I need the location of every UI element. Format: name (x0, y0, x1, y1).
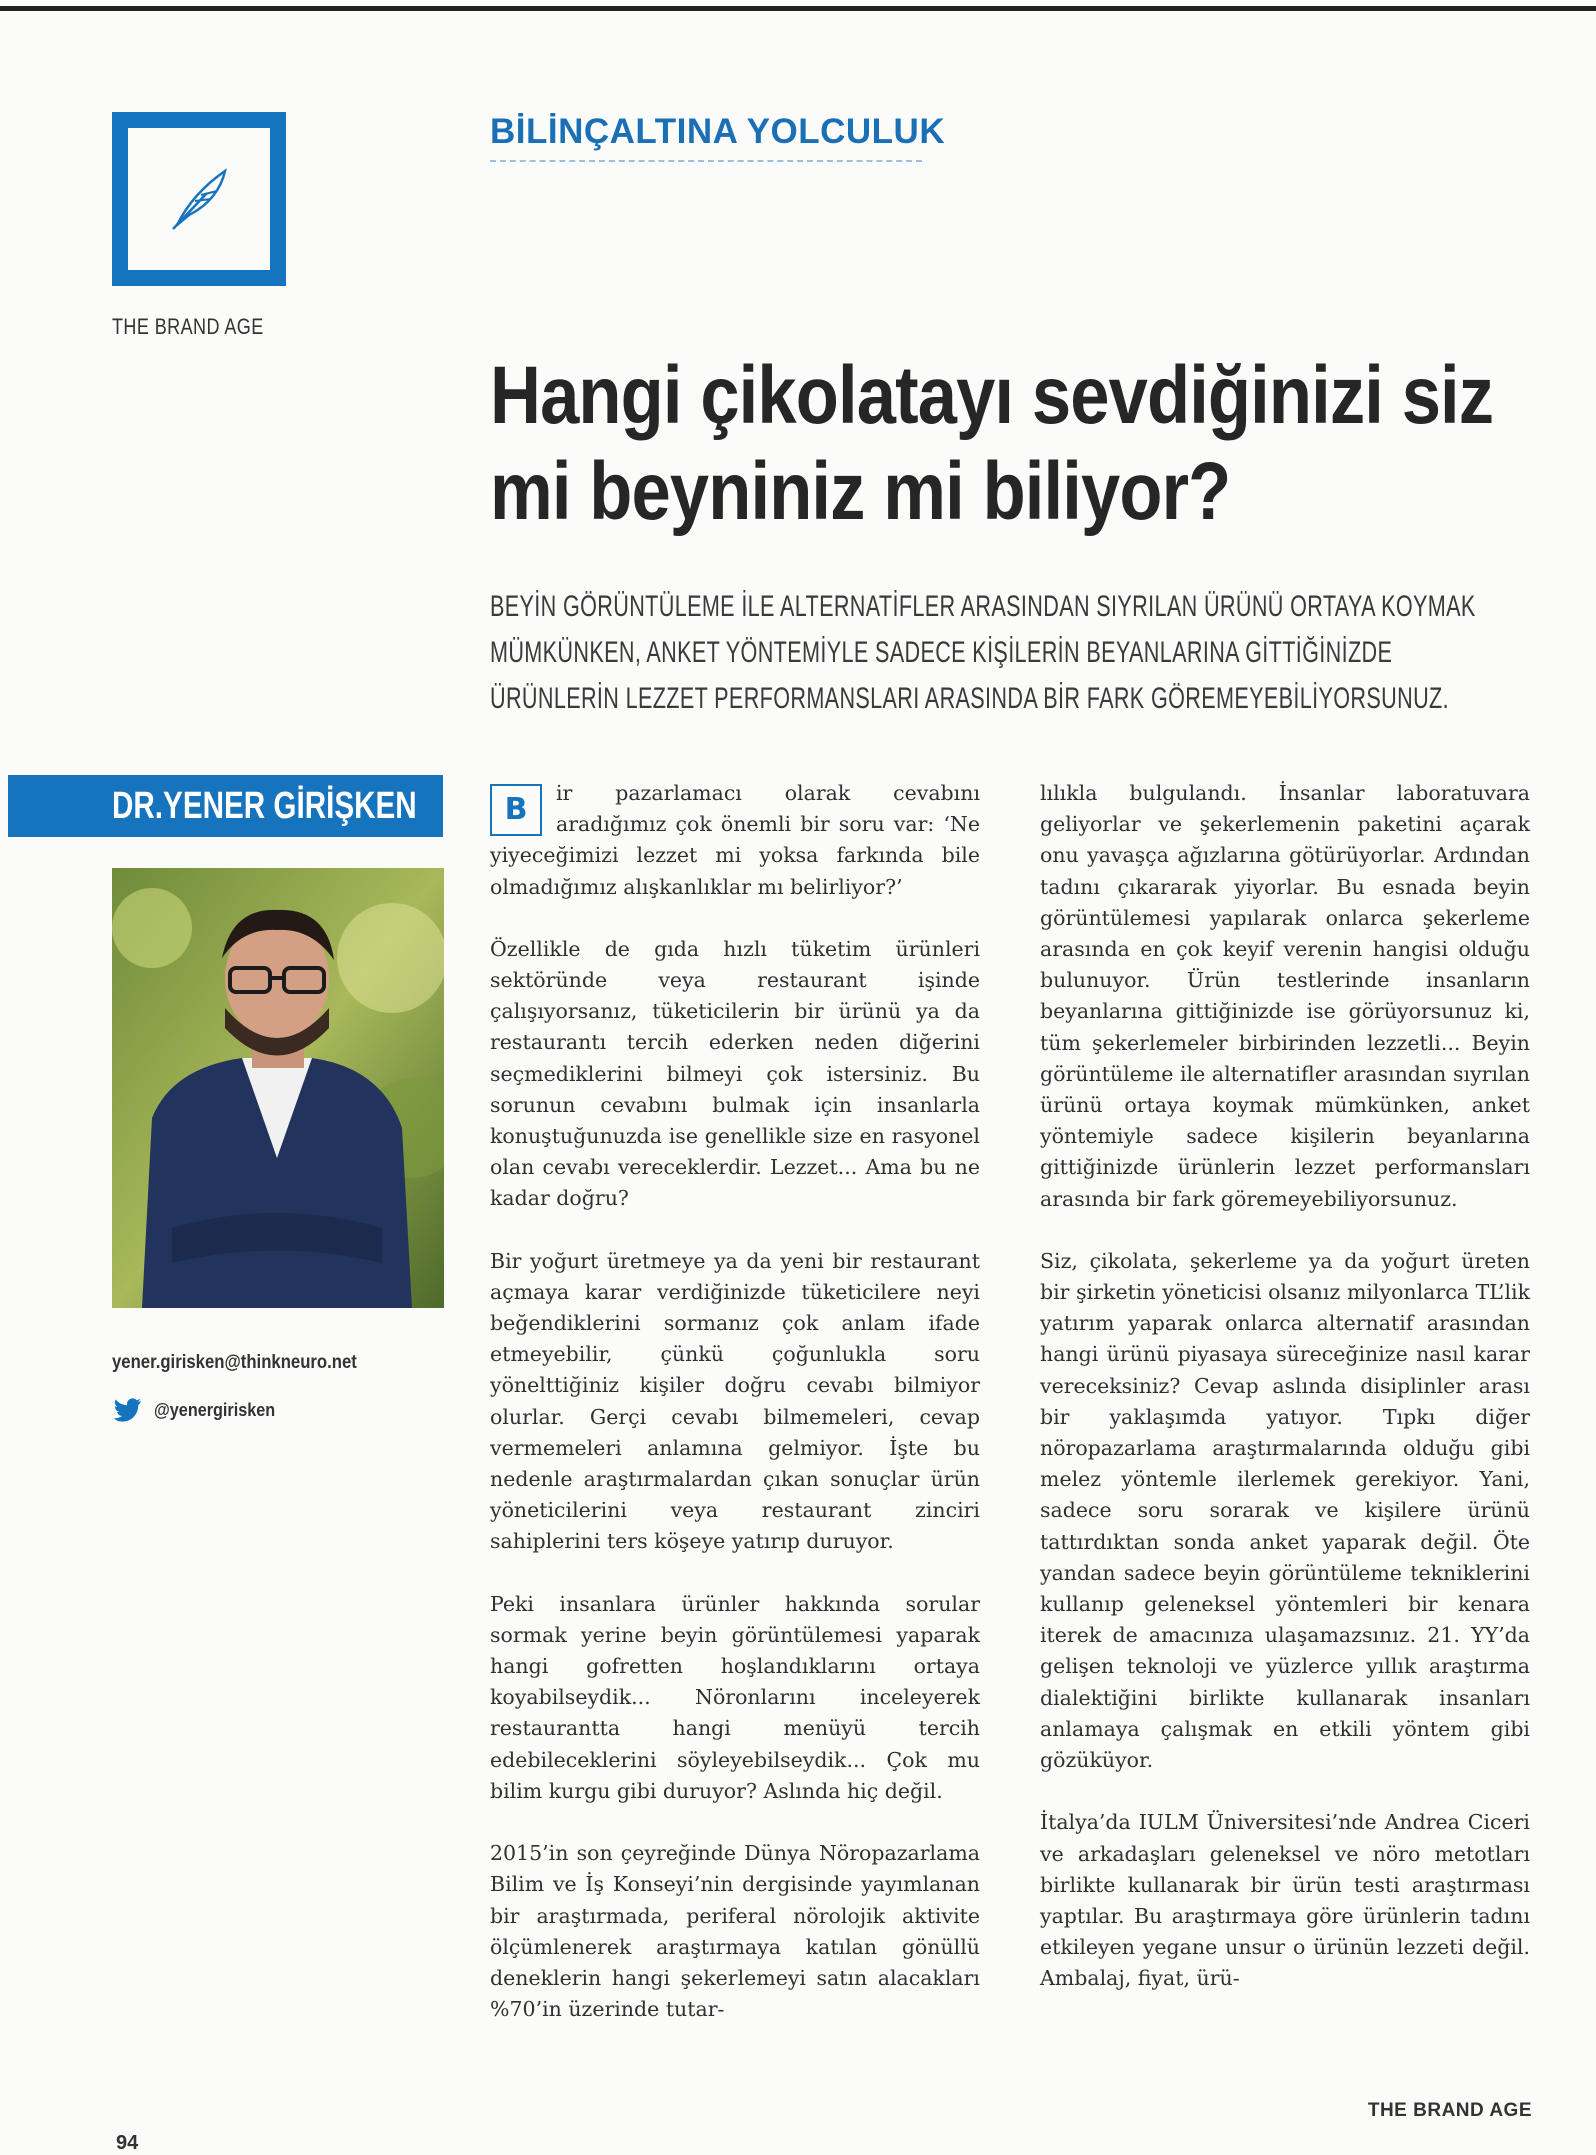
author-name-bar (8, 775, 443, 837)
top-rule (0, 6, 1596, 11)
article-column-2 (1040, 778, 1530, 2026)
section-title: BİLİNÇALTINA YOLCULUK (490, 112, 946, 151)
subhead-line: ÜRÜNLERİN LEZZET PERFORMANSLARI ARASINDA BİR FARK GÖREMEYEBİLİYORSUNUZ. (490, 682, 1449, 715)
subhead-line: MÜMKÜNKEN, ANKET YÖNTEMİYLE SADECE KİŞİLERİN BEYANLARINA GİTTİĞİNİZDE (490, 636, 1393, 669)
footer-brand: THE BRAND AGE (1367, 2100, 1532, 2121)
headline (490, 348, 1531, 540)
section-underline (490, 160, 922, 162)
paragraph: Peki insanlara ürünler hakkında sorular sormak yerine beyin görüntülemesi yaparak hangi gofretten hoşlandıklarını ortaya koyabilseydik... Nöronlarını inceleyerek restaurantta hangi menüyü tercih edebileceklerini söyleyebilseydik... Çok mu bilim kurgu gibi duruyor? Aslında hiç değil. (490, 1591, 980, 1803)
headline-line: Hangi çikolatayı sevdiğinizi siz (490, 350, 1494, 441)
paragraph (490, 778, 980, 903)
twitter-row[interactable] (114, 1398, 289, 1422)
paragraph: Özellikle de gıda hızlı tüketim ürünleri sektöründe veya restaurant işinde çalışıyorsanız, tüketicilerin bir ürünü ya da restaurantı tercih ederken neden diğerini seçmediklerini bilmeyi çok istersiniz. Bu sorunun cevabını bulmak için insanlarla konuştuğunuzda ise genellikle size en rasyonel olan cevabı vereceklerdir. Lezzet... Ama bu ne kadar doğru? (490, 936, 980, 1211)
paragraph: Bir yoğurt üretmeye ya da yeni bir restaurant açmaya karar verdiğinizde tüketicilere neyi beğendiklerini sormanız çok anlam ifade etmeyebilir, çünkü çoğunlukla soru yönelttiğiniz kişiler doğru cevabı bilmiyor olurlar. Gerçi cevabı bilmemeleri, cevap vermemeleri anlamına gelmiyor. İşte bu nedenle araştırmalardan çıkan sonuçlar ürün yöneticilerini veya restaurant zinciri sahiplerini ters köşeye yatırıp duruyor. (490, 1248, 980, 1554)
paragraph: Siz, çikolata, şekerleme ya da yoğurt üreten bir şirketin yöneticisi olsanız milyonlarca TL’lik yatırım yaparak onlarca alternatif arasından hangi ürünü piyasaya süreceğinize nasıl karar vereceksiniz? Cevap aslında disiplinler arası bir yaklaşımda yatıyor. Tıpkı diğer nöropazarlama araştırmalarında olduğu gibi melez yöntemle ilerlemek gerekiyor. Yani, sadece soru sorarak ve kişilere ürünü tattırdıktan sonda anket yaparak değil. Öte yandan sadece beyin görüntüleme tekniklerini kullanıp geleneksel yöntemleri bir kenara iterek de amacınıza ulaşamazsınız. 21. YY’da gelişen teknoloji ve yüzlerce yıllık araştırma dialektiğini birlikte kullanarak insanları anlamaya çalışmak en etkili yöntem gibi gözüküyor. (1040, 1248, 1530, 1773)
article-column-1 (490, 778, 980, 2056)
author-photo (112, 868, 444, 1308)
column-logo (112, 112, 286, 286)
feather-quill-icon (159, 159, 239, 239)
headline-line: mi beyniniz mi biliyor? (490, 446, 1231, 537)
author-email[interactable]: yener.girisken@thinkneuro.net (112, 1352, 357, 1373)
subhead-line: BEYİN GÖRÜNTÜLEME İLE ALTERNATİFLER ARASINDAN SIYRILAN ÜRÜNÜ ORTAYA KOYMAK (490, 590, 1476, 623)
twitter-bird-icon (114, 1398, 142, 1422)
page-number: 94 (116, 2132, 139, 2154)
paragraph-text: ir pazarlamacı olarak cevabını aradığımız çok önemli bir soru var: ‘Ne yiyeceğimizi lezzet mi yoksa farkında bile olmadığımız alışkanlıklar mı belirliyor?’ (490, 781, 980, 899)
dropcap: B (490, 784, 542, 836)
subhead (490, 584, 1596, 722)
brand-label: THE BRAND AGE (112, 314, 264, 339)
paragraph: 2015’in son çeyreğinde Dünya Nöropazarlama Bilim ve İş Konseyi’nin dergisinde yayımlanan bir araştırmada, periferal nörolojik aktivite ölçümlenerek araştırmaya katılan gönüllü deneklerin hangi şekerlemeyi satın alacakları %70’in üzerinde tutar- (490, 1841, 980, 2022)
paragraph: lılıkla bulgulandı. İnsanlar laboratuvara geliyorlar ve şekerlemenin paketini açarak onu yavaşça ağızlarına götürüyorlar. Ardından tadını çıkararak yiyorlar. Bu esnada beyin görüntülemesi yapılarak onlarca şekerleme arasında en çok keyif verenin hangisi olduğu bulunuyor. Ürün testlerinde insanların beyanlarına gittiğinizde ise görüyorsunuz ki, tüm şekerlemeler birbirinden lezzetli... Beyin görüntüleme ile alternatifler arasından sıyrılan ürünü ortaya koymak mümkünken, anket yöntemiyle sadece kişilerin beyanlarına gittiğinizde ürünlerin lezzet performansları arasında bir fark göremeyebiliyorsunuz. (1040, 781, 1530, 1211)
paragraph: İtalya’da IULM Üniversitesi’nde Andrea Ciceri ve arkadaşları geleneksel ve nöro metotları birlikte kullanarak bir ürün testi araştırması yaptılar. Bu araştırmaya göre ürünlerin tadını etkileyen yegane unsur o ürünün lezzeti değil. Ambalaj, fiyat, ürü- (1040, 1810, 1530, 1991)
twitter-handle: @yenergirisken (154, 1399, 276, 1420)
author-name: DR.YENER GİRİŞKEN (112, 784, 417, 827)
